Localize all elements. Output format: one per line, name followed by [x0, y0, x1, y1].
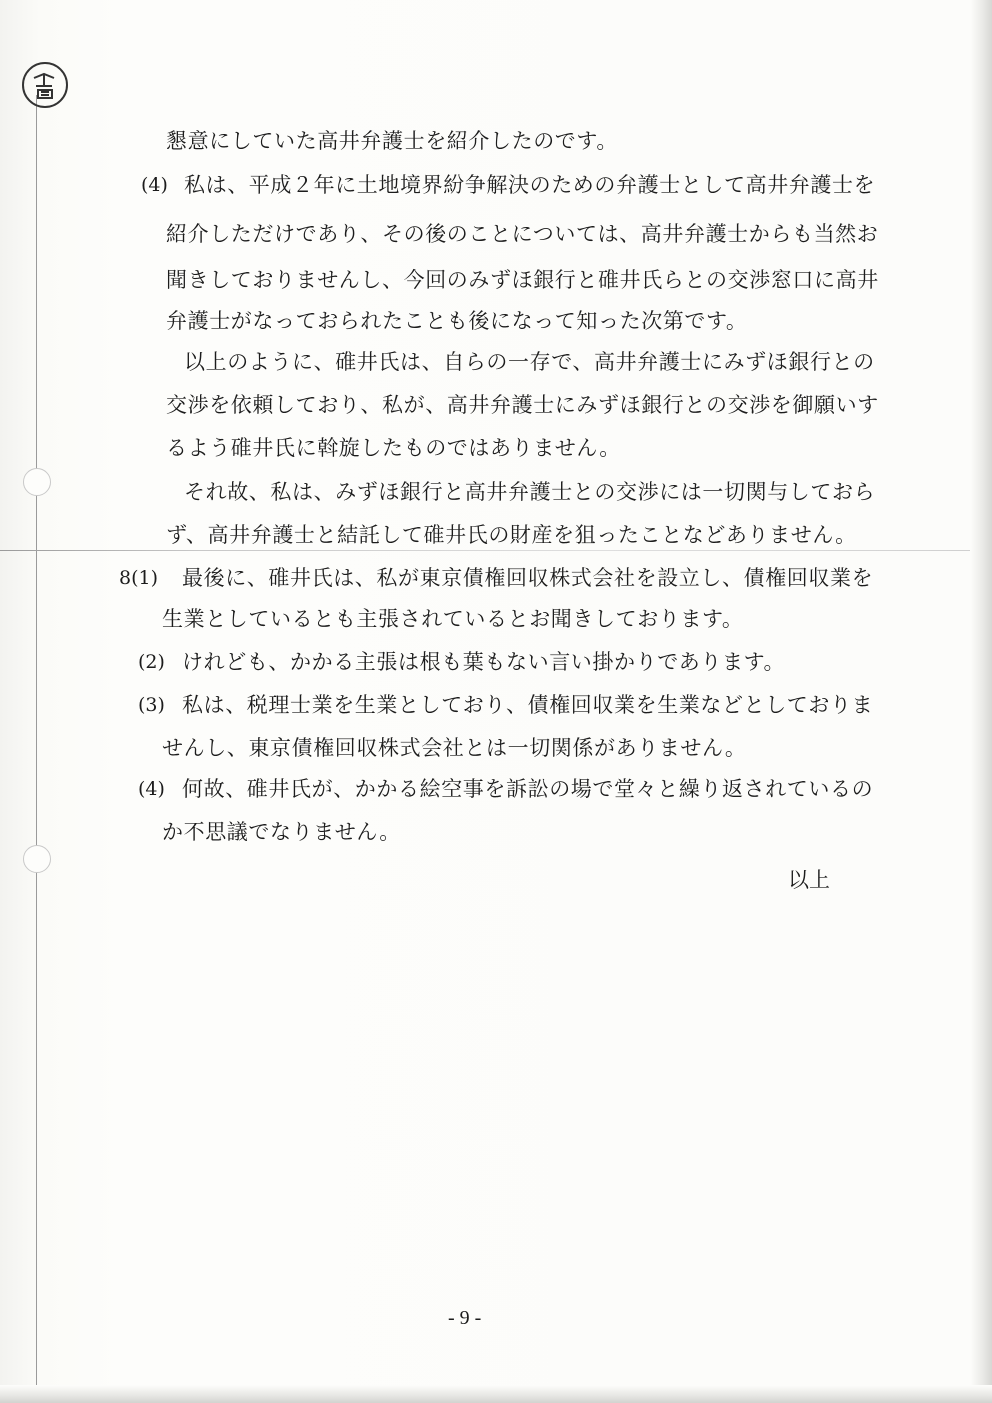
punch-hole-lower: [23, 845, 51, 873]
text-line: 生業としているとも主張されているとお聞きしております。: [162, 607, 744, 631]
text-line: けれども、かかる主張は根も葉もない言い掛かりであります。: [182, 650, 786, 674]
item-marker: (3): [138, 694, 165, 716]
text-line: 私は、税理士業を生業としており、債権回収業を生業などとしておりま: [182, 693, 874, 717]
text-line: 紹介しただけであり、その後のことについては、高井弁護士からも当然お: [166, 222, 879, 246]
item-marker: 8(1): [119, 567, 159, 589]
text-line: 聞きしておりませんし、今回のみずほ銀行と碓井氏らとの交渉窓口に高井: [166, 268, 879, 292]
fold-line: [0, 550, 992, 551]
text-line: ず、高井弁護士と結託して碓井氏の財産を狙ったことなどありません。: [166, 523, 857, 547]
text-line: か不思議でなりません。: [162, 820, 401, 844]
item-marker: (2): [138, 651, 165, 673]
text-line: 何故、碓井氏が、かかる絵空事を訴訟の場で堂々と繰り返されているの: [182, 777, 874, 801]
text-line: それ故、私は、みずほ銀行と高井弁護士との交渉には一切関与しておら: [184, 480, 876, 504]
text-line: 最後に、碓井氏は、私が東京債権回収株式会社を設立し、債権回収業を: [182, 566, 874, 590]
text-line: 弁護士がなっておられたことも後になって知った次第です。: [166, 309, 748, 333]
item-marker: (4): [138, 778, 165, 800]
text-line: 私は、平成２年に土地境界紛争解決のための弁護士として高井弁護士を: [184, 173, 876, 197]
text-line: せんし、東京債権回収株式会社とは一切関係がありません。: [162, 736, 747, 760]
text-line: 交渉を依頼しており、私が、高井弁護士にみずほ銀行との交渉を御願いす: [166, 393, 879, 417]
page-number: - 9 -: [448, 1307, 482, 1329]
text-line: 懇意にしていた高井弁護士を紹介したのです。: [166, 129, 618, 153]
closing-mark: 以上: [788, 868, 830, 892]
text-line: るよう碓井氏に斡旋したものではありません。: [166, 436, 621, 460]
item-marker: (4): [141, 174, 168, 196]
page-edge-right: [970, 0, 992, 1403]
punch-hole-upper: [23, 468, 51, 496]
text-line: 以上のように、碓井氏は、自らの一存で、高井弁護士にみずほ銀行との: [184, 350, 875, 374]
seal-stamp: [22, 62, 68, 108]
binding-line: [36, 95, 37, 1395]
page-edge-bottom: [0, 1385, 992, 1403]
